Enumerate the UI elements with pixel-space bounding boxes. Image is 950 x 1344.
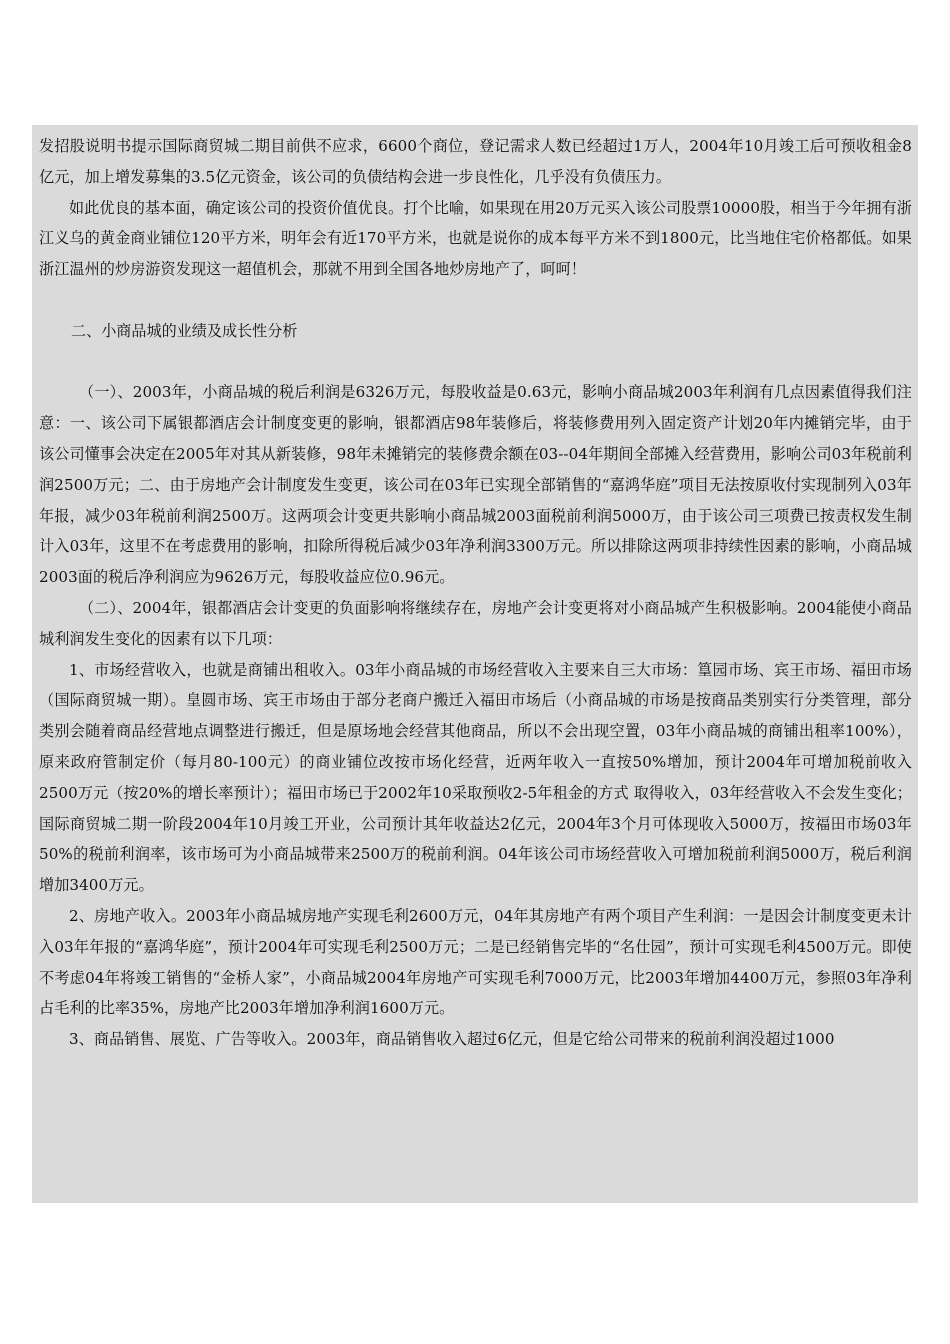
paragraph-investment-value: 如此优良的基本面，确定该公司的投资价值优良。打个比喻，如果现在用20万元买入该公司股票10000股，相当于今年拥有浙江义乌的黄金商业铺位120平方米，明年会有近170平方米，也就是说你的成本每平方米不到1800元，比当地住宅价格都低。如果浙江温州的炒房游资发现这一超值机会，那就不用到全国各地炒房地产了，呵呵！ [39, 198, 912, 279]
paragraph-real-estate-income: 2、房地产收入。2003年小商品城房地产实现毛利2600万元，04年其房地产有两个项目产生利润：一是因会计制度变更未计入03年年报的“嘉鸿华庭”，预计2004年可实现毛利2500万元；二是已经销售完毕的“名仕园”，预计可实现毛利4500万元。即使不考虑04年将竣工销售的“金桥人家”，小商品城2004年房地产可实现毛利7000万元，比2003年增加4400万元，参照03年净利占毛利的比率35%，房地产比2003年增加净利润1600万元。 [39, 906, 912, 1018]
paragraph-debt-structure: 发招股说明书提示国际商贸城二期目前供不应求，6600个商位，登记需求人数已经超过1万人，2004年10月竣工后可预收租金8亿元，加上增发募集的3.5亿元资金，该公司的负债结构会进一步良性化，几乎没有负债压力。 [39, 137, 912, 186]
paragraph-market-income: 1、市场经营收入，也就是商铺出租收入。03年小商品城的市场经营收入主要来自三大市场：篁园市场、宾王市场、福田市场（国际商贸城一期）。皇圆市场、宾王市场由于部分老商户搬迁入福田市场后（小商品城的市场是按商品类别实行分类管理，部分类别会随着商品经营地点调整进行搬迁，但是原场地会经营其他商品，所以不会出现空置，03年小商品城的商铺出租率100%），原来政府管制定价（每月80-100元）的商业铺位改按市场化经营，近两年收入一直按50%增加，预计2004年可增加税前收入2500万元（按20%的增长率预计）；福田市场已于2002年10采取预收2-5年租金的方式 取得收入，03年经营收入不会发生变化；国际商贸城二期一阶段2004年10月竣工开业，公司预计其年收益达2亿元，2004年3个月可体现收入5000万，按福田市场03年50%的税前利润率，该市场可为小商品城带来2500万的税前利润。04年该公司市场经营收入可增加税前利润5000万，税后利润增加3400万元。 [39, 660, 912, 895]
blank-line [39, 347, 912, 378]
paragraph-sales-income: 3、商品销售、展览、广告等收入。2003年，商品销售收入超过6亿元，但是它给公司带来的税前利润没超过1000 [69, 1030, 835, 1049]
paragraph-2004-factors: （二）、2004年，银都酒店会计变更的负面影响将继续存在，房地产会计变更将对小商品城产生积极影响。2004能使小商品城利润发生变化的因素有以下几项： [39, 598, 912, 648]
document-page [32, 125, 918, 1203]
section-heading: 二、小商品城的业绩及成长性分析 [71, 321, 298, 340]
blank-line [39, 285, 912, 316]
paragraph-2003-profit: （一）、2003年，小商品城的税后利润是6326万元，每股收益是0.63元，影响小商品城2003年利润有几点因素值得我们注意：一、该公司下属银都酒店会计制度变更的影响，银都酒店98年装修后，将装修费用列入固定资产计划20年内摊销完毕，由于该公司懂事会决定在2005年对其从新装修，98年未摊销完的装修费余额在03--04年期间全部摊入经营费用，影响公司03年税前利润2500万元；二、由于房地产会计制度发生变更，该公司在03年已实现全部销售的“嘉鸿华庭”项目无法按原收付实现制列入03年年报，减少03年税前利润2500万。这两项会计变更共影响小商品城2003面税前利润5000万，由于该公司三项费已按责权发生制计入03年，这里不在考虑费用的影响，扣除所得税后减少03年净利润3300万元。所以排除这两项非持续性因素的影响，小商品城2003面的税后净利润应为9626万元，每股收益应位0.96元。 [39, 383, 912, 587]
